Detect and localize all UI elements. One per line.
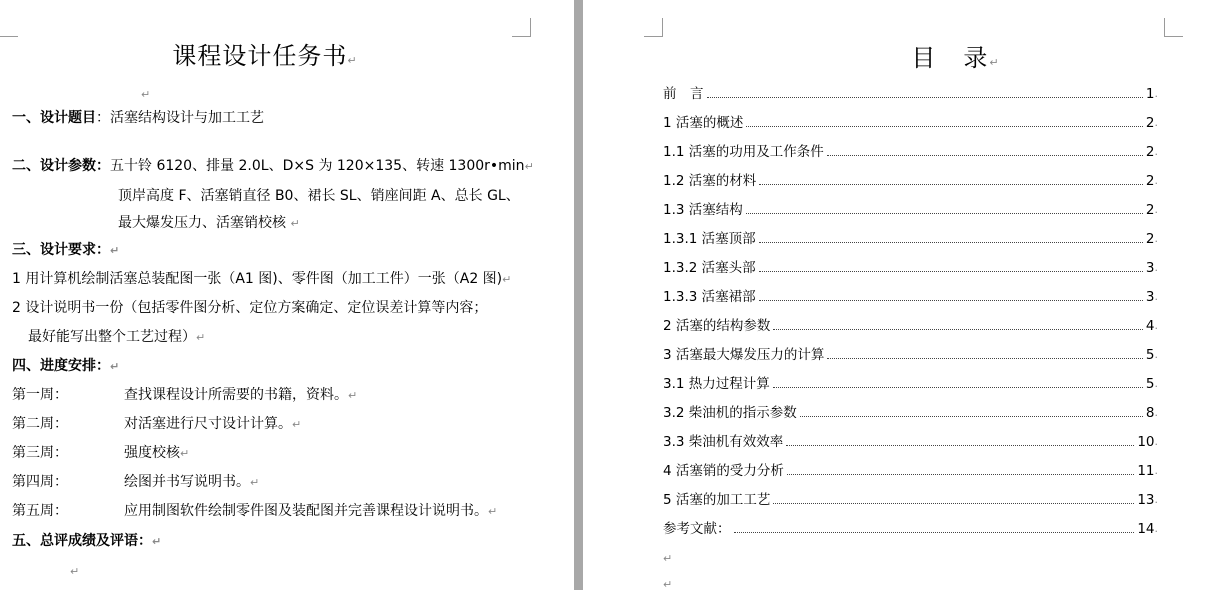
corner-mark-top-left: [644, 18, 663, 37]
toc-entry[interactable]: 3.1 热力过程计算 5 .: [663, 376, 1158, 392]
requirement-2: 2 设计说明书一份（包括零件图分析、定位方案确定、定位误差计算等内容；: [12, 300, 488, 316]
schedule-row: 第五周： 应用制图软件绘制零件图及装配图并完善课程设计说明书。↵: [12, 503, 498, 519]
design-requirements-heading: 三、设计要求：↵: [12, 242, 120, 258]
toc-entry[interactable]: 1.3 活塞结构 2 .: [663, 202, 1158, 218]
schedule-row: 第四周： 绘图并书写说明书。↵: [12, 474, 260, 490]
toc-entry[interactable]: 1.2 活塞的材料 2 .: [663, 173, 1158, 189]
toc-entry[interactable]: 3.2 柴油机的指示参数 8 .: [663, 405, 1158, 421]
document-page-left: [0, 0, 572, 590]
schedule-row: 第三周： 强度校核↵: [12, 445, 190, 461]
toc-entry[interactable]: 参考文献： 14 .: [663, 521, 1158, 537]
schedule-row: 第一周： 查找课程设计所需要的书籍，资料。↵: [12, 387, 358, 403]
requirement-1: 1 用计算机绘制活塞总装配图一张（A1 图)、零件图（加工工件）一张（A2 图)↵: [12, 271, 512, 287]
design-params-line3: 最大爆发压力、活塞销校核 ↵: [118, 215, 300, 231]
page-separator: [572, 0, 586, 590]
toc-title: 目 录↵: [911, 44, 1001, 72]
paragraph-mark: ↵: [663, 578, 673, 591]
document-title: 课程设计任务书↵: [172, 42, 358, 70]
toc-entry[interactable]: 1.3.1 活塞顶部 2 .: [663, 231, 1158, 247]
paragraph-mark: ↵: [663, 552, 673, 565]
toc-entry[interactable]: 1.3.3 活塞裙部 3 .: [663, 289, 1158, 305]
design-params-line1: 二、设计参数：五十铃 6120、排量 2.0L、D×S 为 120×135、转速 1300r•min↵: [12, 158, 534, 174]
corner-mark-top-left: [0, 18, 18, 37]
schedule-row: 第二周： 对活塞进行尺寸设计计算。↵: [12, 416, 302, 432]
toc-entry[interactable]: 3 活塞最大爆发压力的计算 5 .: [663, 347, 1158, 363]
requirement-3: 最好能写出整个工艺过程）↵: [28, 329, 206, 345]
evaluation-heading: 五、总评成绩及评语：↵: [12, 533, 162, 549]
toc-entry[interactable]: 3.3 柴油机有效效率 10 .: [663, 434, 1158, 450]
toc-entry[interactable]: 前 言 1 .: [663, 86, 1158, 102]
toc-entry[interactable]: 4 活塞销的受力分析 11 .: [663, 463, 1158, 479]
toc-entry[interactable]: 1 活塞的概述 2 .: [663, 115, 1158, 131]
design-topic: 一、设计题目：活塞结构设计与加工工艺: [12, 110, 264, 126]
paragraph-mark: ↵: [141, 88, 151, 101]
corner-mark-top-right: [1164, 18, 1183, 37]
toc-entry[interactable]: 5 活塞的加工工艺 13 .: [663, 492, 1158, 508]
paragraph-mark: ↵: [70, 565, 80, 578]
design-params-line2: 顶岸高度 F、活塞销直径 B0、裙长 SL、销座间距 A、总长 GL、: [118, 188, 520, 204]
schedule-heading: 四、进度安排：↵: [12, 358, 120, 374]
document-page-right: [586, 0, 1214, 590]
toc-entry[interactable]: 2 活塞的结构参数 4 .: [663, 318, 1158, 334]
toc-entry[interactable]: 1.3.2 活塞头部 3 .: [663, 260, 1158, 276]
corner-mark-top-right: [512, 18, 531, 37]
toc-entry[interactable]: 1.1 活塞的功用及工作条件 2 .: [663, 144, 1158, 160]
